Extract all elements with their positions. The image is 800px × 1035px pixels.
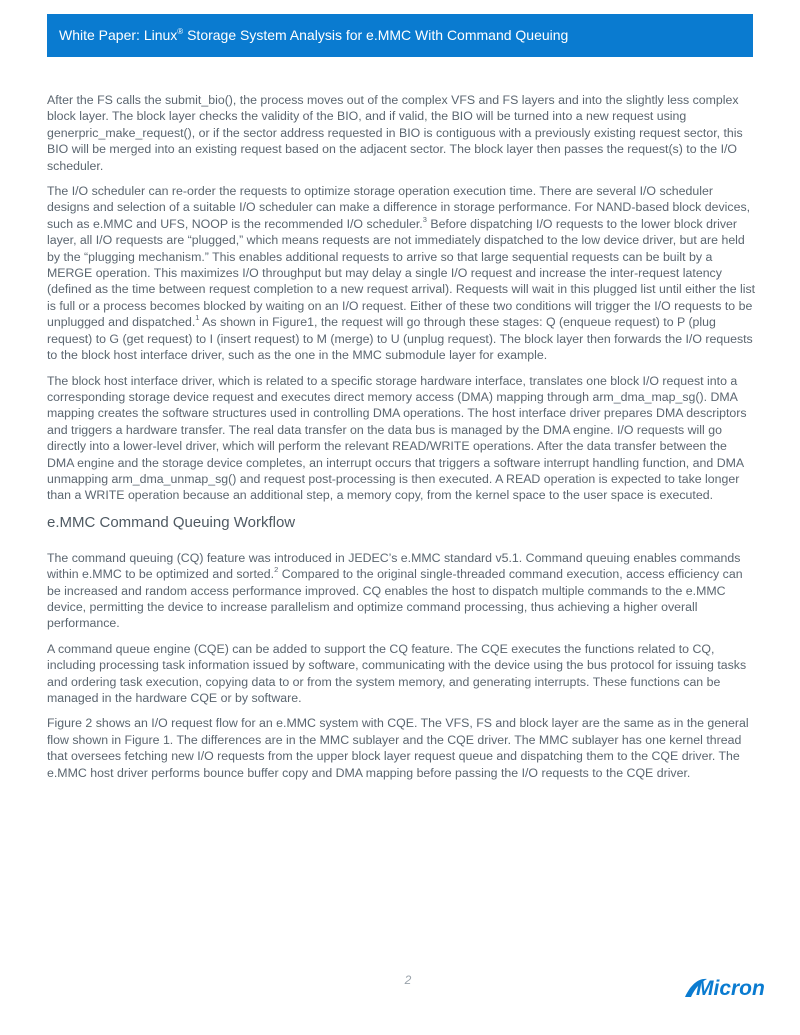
header-bar: [47, 14, 753, 57]
paragraph-cq-intro: [47, 550, 757, 632]
paragraph-text: Compared to the original single-threaded command execution, access efficiency can be increased and random access performance improved. CQ enables the host to dispatch multiple commands to the e.MMC device, permitting the device to increase parallelism and optimize command processing, thus achieving a higher overall performance.: [47, 567, 743, 631]
micron-logo: [683, 974, 783, 1000]
page-body: [47, 92, 757, 790]
title-text: White Paper: Linux: [59, 27, 178, 43]
paragraph-cqe: A command queue engine (CQE) can be added to support the CQ feature. The CQE executes the functions related to CQ, including processing task information issued by software, communicating with the device using the bus protocol for issuing tasks and ordering task execution, copying data to or from the system memory, and generating interrupts. These functions can be managed in the hardware CQE or by software.: [47, 641, 747, 705]
title-text-rest: Storage System Analysis for e.MMC With Command Queuing: [183, 27, 569, 43]
paragraph-text: The command queuing (CQ) feature was introduced in JEDEC’s e.MMC standard v5.1. Command queuing enables commands within e.MMC to be optimized and sorted.: [47, 550, 741, 582]
section-heading: e.MMC Command Queuing Workflow: [47, 513, 296, 531]
footnote-ref: 3: [422, 214, 427, 224]
paragraph-block-layer: After the FS calls the submit_bio(), the process moves out of the complex VFS and FS layers and into the slightly less complex block layer. The block layer checks the validity of the BIO, and if valid, the BIO will be turned into a new request using generpric_make_request(), or if the sector address requested in BIO is contiguous with a previously existing request sector, this BIO will be merged into an existing request based on the adjacent sector. The block layer then passes the request(s) to the I/O scheduler.: [47, 93, 743, 173]
paragraph-figure2: Figure 2 shows an I/O request flow for an e.MMC system with CQE. The VFS, FS and block layer are the same as in the general flow shown in Figure 1. The differences are in the MMC sublayer and the CQE driver. The MMC sublayer has one kernel thread that oversees fetching new I/O requests from the upper block layer request queue and dispatching them to the CQE driver. The e.MMC host driver performs bounce buffer copy and DMA mapping before passing the I/O requests to the CQE driver.: [47, 716, 749, 780]
page-number: 2: [404, 973, 412, 987]
registered-mark: ®: [177, 27, 184, 36]
paragraph-text: Before dispatching I/O requests to the lower block driver layer, all I/O requests are “plugged,” which means requests are not immediately dispatched to the low device driver, but are held by the “plugging mechanism.” This enables additional requests to arrive so that large sequential requests can be built by a MERGE operation. This maximizes I/O throughput but may delay a single I/O request and increase the inter-request latency (defined as the time between request completion to a new request arrival). Requests will wait in this plugged list until either the list is full or a process becomes blocked by waiting on an I/O request. Either of these two conditions will trigger the I/O requests to be unplugged and dispatched.: [47, 216, 756, 330]
logo-wordmark: Micron: [696, 977, 765, 1000]
paragraph-text: As shown in Figure1, the request will go through these stages: Q (enqueue request) to P (plug request) to G (get request) to I (insert request) to M (merge) to U (unplug request). The block layer then forwards the I/O requests to the block host interface driver, such as the one in the MMC submodule layer for example.: [47, 315, 753, 363]
paragraph-io-scheduler: [47, 183, 757, 363]
document-title: [59, 27, 568, 43]
footnote-ref: 1: [195, 313, 200, 323]
footnote-ref: 2: [274, 565, 279, 575]
paragraph-text: The I/O scheduler can re-order the requests to optimize storage operation execution time. There are several I/O scheduler designs and selection of a suitable I/O scheduler can make a difference in storage performance. For NAND-based block devices, such as e.MMC and UFS, NOOP is the recommended I/O scheduler.: [47, 184, 751, 231]
paragraph-host-driver: The block host interface driver, which is related to a specific storage hardware interface, translates one block I/O request into a corresponding storage device request and executes direct memory access (DMA) mapping through arm_dma_map_sg(). DMA mapping creates the software structures used in controlling DMA operations. The host interface driver prepares DMA descriptors and triggers a hardware transfer. The real data transfer on the data bus is managed by the DMA engine. I/O requests will go directly into a lower-level driver, which will perform the relevant READ/WRITE operations. After the data transfer between the DMA engine and the storage device completes, an interrupt occurs that triggers a software interrupt handling function, and DMA unmapping arm_dma_unmap_sg() and request post-processing is then executed. A READ operation is expected to take longer than a WRITE operation because an additional step, a memory copy, from the kernel space to the user space is executed.: [47, 373, 747, 503]
